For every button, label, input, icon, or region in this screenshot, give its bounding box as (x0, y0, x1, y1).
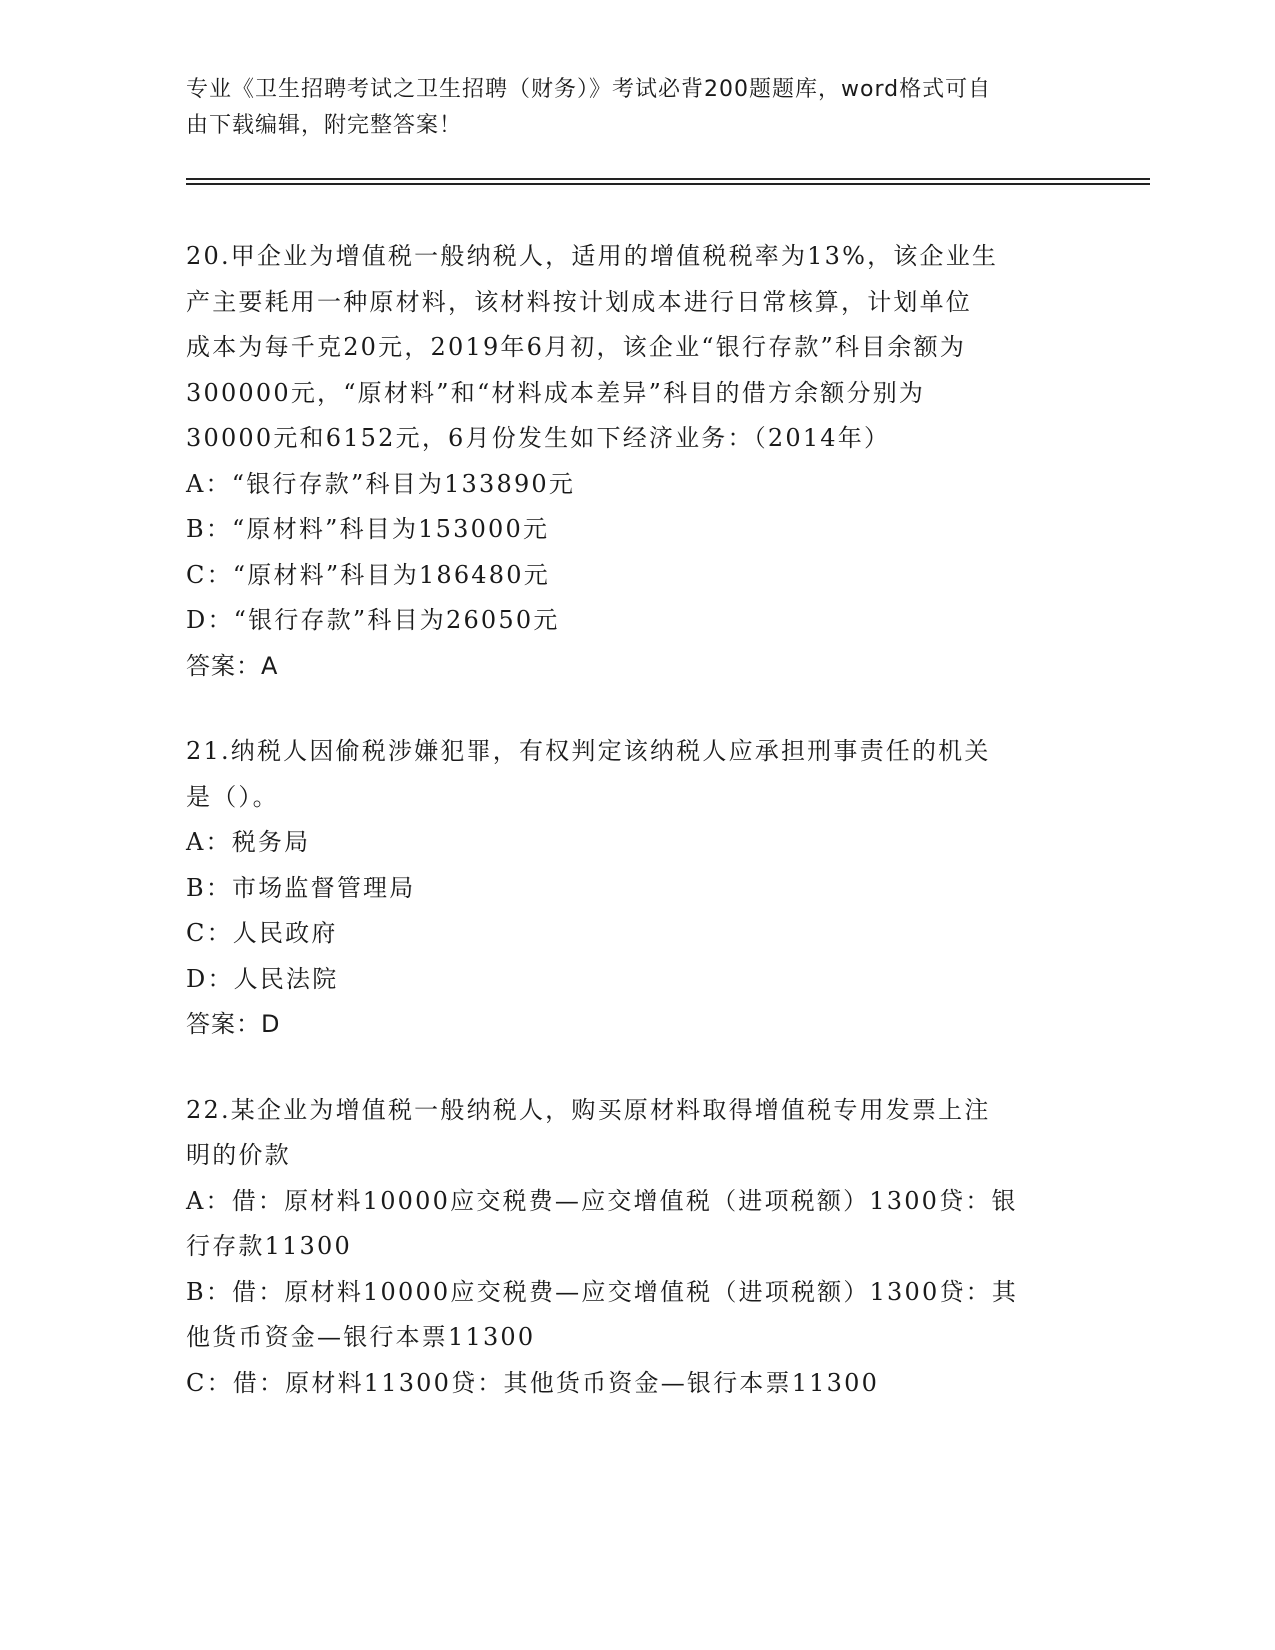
answer-label: 答案：D (186, 1010, 281, 1038)
question-21 (186, 729, 1086, 1048)
question-stem-line: 成本为每千克20元，2019年6月初，该企业“银行存款”科目余额为 (186, 333, 967, 361)
option-b: B：市场监督管理局 (186, 873, 416, 902)
question-22 (186, 1088, 1086, 1407)
question-20 (186, 234, 1086, 689)
question-stem-line: 30000元和6152元，6月份发生如下经济业务：（2014年） (186, 424, 891, 452)
option-a: A：“银行存款”科目为133890元 (186, 469, 576, 498)
answer-label: 答案：A (186, 651, 279, 680)
option-a-continued: 行存款11300 (186, 1232, 352, 1260)
option-b: B：借：原材料10000应交税费—应交增值税（进项税额）1300贷：其 (186, 1277, 1019, 1306)
option-c: C：“原材料”科目为186480元 (186, 560, 550, 589)
question-stem-line: 22.某企业为增值税一般纳税人，购买原材料取得增值税专用发票上注 (186, 1095, 991, 1124)
document-header (186, 72, 1066, 144)
option-c: C：借：原材料11300贷：其他货币资金—银行本票11300 (186, 1368, 880, 1397)
header-divider-top (186, 178, 1150, 180)
header-line-1: 专业《卫生招聘考试之卫生招聘（财务）》考试必背200题题库，word格式可自 (186, 77, 992, 102)
question-stem-line: 300000元，“原材料”和“材料成本差异”科目的借方余额分别为 (186, 378, 926, 407)
option-a: A：借：原材料10000应交税费—应交增值税（进项税额）1300贷：银 (186, 1186, 1018, 1215)
option-d: D：“银行存款”科目为26050元 (186, 606, 560, 634)
question-stem-line: 21.纳税人因偷税涉嫌犯罪，有权判定该纳税人应承担刑事责任的机关 (186, 737, 991, 765)
question-stem-line: 20.甲企业为增值税一般纳税人，适用的增值税税率为13%，该企业生 (186, 242, 999, 270)
question-stem-line: 是（）。 (186, 782, 279, 811)
option-b-continued: 他货币资金—银行本票11300 (186, 1323, 536, 1351)
option-d: D：人民法院 (186, 964, 339, 993)
option-c: C：人民政府 (186, 919, 338, 947)
header-divider-bottom (186, 183, 1150, 185)
question-stem-line: 明的价款 (186, 1141, 291, 1169)
question-stem-line: 产主要耗用一种原材料，该材料按计划成本进行日常核算，计划单位 (186, 287, 972, 316)
option-b: B：“原材料”科目为153000元 (186, 515, 550, 543)
option-a: A：税务局 (186, 828, 311, 856)
question-list (186, 234, 1086, 1446)
header-line-2: 由下载编辑，附完整答案！ (186, 113, 463, 138)
